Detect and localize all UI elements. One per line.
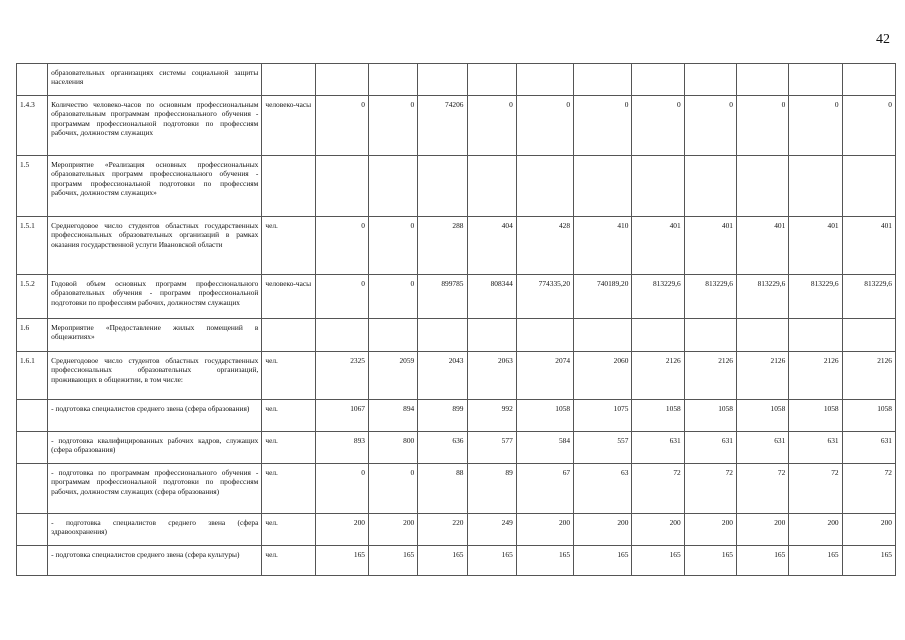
row-description-cell: Мероприятие «Реализация основных профессиональных образовательных программ профессионального обучения - программ профессиональной подготовки по профессиям рабочих, должностям служащих» — [48, 156, 262, 217]
table-row — [17, 514, 896, 546]
row-value-cell: 72 — [684, 464, 736, 514]
row-value-cell — [789, 64, 842, 96]
row-value-cell: 0 — [368, 275, 417, 319]
row-value-cell: 631 — [632, 432, 684, 464]
row-value-cell — [684, 64, 736, 96]
table-row — [17, 400, 896, 432]
row-value-cell — [467, 319, 516, 352]
row-value-cell: 1067 — [315, 400, 368, 432]
row-value-cell — [842, 156, 895, 217]
row-value-cell: 67 — [516, 464, 573, 514]
row-unit-cell: чел. — [262, 400, 315, 432]
row-value-cell: 800 — [368, 432, 417, 464]
row-value-cell — [467, 156, 516, 217]
row-value-cell: 401 — [789, 217, 842, 275]
row-value-cell: 165 — [632, 546, 684, 576]
row-value-cell: 428 — [516, 217, 573, 275]
row-unit-cell: чел. — [262, 432, 315, 464]
row-value-cell: 0 — [516, 96, 573, 156]
row-description-cell: - подготовка специалистов среднего звена (сфера культуры) — [48, 546, 262, 576]
row-code-cell: 1.5.1 — [17, 217, 48, 275]
row-value-cell — [632, 64, 684, 96]
row-value-cell: 165 — [737, 546, 789, 576]
row-value-cell: 200 — [737, 514, 789, 546]
row-unit-cell: чел. — [262, 464, 315, 514]
row-value-cell — [842, 319, 895, 352]
row-value-cell: 63 — [574, 464, 632, 514]
table-row — [17, 275, 896, 319]
row-value-cell — [574, 319, 632, 352]
row-value-cell: 774335,20 — [516, 275, 573, 319]
row-value-cell: 88 — [418, 464, 467, 514]
row-value-cell: 894 — [368, 400, 417, 432]
row-value-cell: 631 — [684, 432, 736, 464]
row-unit-cell: чел. — [262, 352, 315, 400]
row-value-cell: 631 — [737, 432, 789, 464]
row-value-cell: 200 — [842, 514, 895, 546]
row-value-cell — [368, 319, 417, 352]
row-value-cell — [516, 64, 573, 96]
row-value-cell: 72 — [632, 464, 684, 514]
row-value-cell: 0 — [632, 96, 684, 156]
row-value-cell — [368, 64, 417, 96]
row-value-cell: 899785 — [418, 275, 467, 319]
row-description-cell: Среднегодовое число студентов областных государственных профессиональных образовательных организаций в рамках оказания государственной услуги Ивановской области — [48, 217, 262, 275]
row-code-cell — [17, 64, 48, 96]
row-value-cell — [467, 64, 516, 96]
row-value-cell: 631 — [789, 432, 842, 464]
row-value-cell — [516, 319, 573, 352]
row-value-cell — [418, 156, 467, 217]
row-value-cell — [632, 156, 684, 217]
row-value-cell: 404 — [467, 217, 516, 275]
row-value-cell: 72 — [842, 464, 895, 514]
row-value-cell: 74206 — [418, 96, 467, 156]
row-value-cell: 165 — [418, 546, 467, 576]
row-value-cell: 2060 — [574, 352, 632, 400]
row-value-cell: 0 — [315, 217, 368, 275]
row-code-cell — [17, 432, 48, 464]
row-value-cell: 1058 — [842, 400, 895, 432]
row-value-cell — [315, 156, 368, 217]
table-row — [17, 217, 896, 275]
row-code-cell: 1.6.1 — [17, 352, 48, 400]
row-value-cell: 200 — [368, 514, 417, 546]
row-value-cell: 2043 — [418, 352, 467, 400]
row-value-cell: 401 — [632, 217, 684, 275]
row-value-cell: 220 — [418, 514, 467, 546]
row-value-cell: 200 — [684, 514, 736, 546]
row-code-cell — [17, 464, 48, 514]
row-value-cell — [632, 319, 684, 352]
row-value-cell — [842, 64, 895, 96]
row-value-cell: 401 — [737, 217, 789, 275]
row-value-cell: 636 — [418, 432, 467, 464]
row-value-cell — [737, 319, 789, 352]
row-value-cell: 893 — [315, 432, 368, 464]
row-value-cell: 89 — [467, 464, 516, 514]
row-unit-cell — [262, 156, 315, 217]
row-value-cell: 808344 — [467, 275, 516, 319]
row-value-cell — [315, 319, 368, 352]
row-code-cell — [17, 400, 48, 432]
row-value-cell — [574, 156, 632, 217]
row-value-cell: 72 — [737, 464, 789, 514]
row-value-cell: 0 — [842, 96, 895, 156]
row-value-cell: 165 — [574, 546, 632, 576]
row-value-cell: 2126 — [684, 352, 736, 400]
row-value-cell: 2059 — [368, 352, 417, 400]
row-description-cell: - подготовка по программам профессионального обучения - программам профессиональной подготовки по профессиям рабочих, должностям служащих (сфера образования) — [48, 464, 262, 514]
row-value-cell: 0 — [368, 217, 417, 275]
row-value-cell: 740189,20 — [574, 275, 632, 319]
row-value-cell: 1058 — [789, 400, 842, 432]
row-value-cell: 813229,6 — [684, 275, 736, 319]
row-value-cell: 200 — [516, 514, 573, 546]
row-value-cell: 401 — [684, 217, 736, 275]
row-value-cell: 2126 — [842, 352, 895, 400]
row-value-cell: 165 — [467, 546, 516, 576]
row-unit-cell — [262, 64, 315, 96]
table-row — [17, 319, 896, 352]
row-value-cell: 0 — [574, 96, 632, 156]
row-value-cell: 2325 — [315, 352, 368, 400]
row-description-cell: Среднегодовое число студентов областных государственных профессиональных образовательных организаций, проживающих в общежитии, в том числе: — [48, 352, 262, 400]
row-value-cell: 0 — [684, 96, 736, 156]
row-description-cell: Количество человеко-часов по основным профессиональным образовательным программам профессионального обучения - программам профессиональной подготовки по профессиям рабочих, должностям служащих — [48, 96, 262, 156]
row-value-cell: 813229,6 — [632, 275, 684, 319]
row-value-cell: 0 — [789, 96, 842, 156]
row-code-cell — [17, 546, 48, 576]
row-value-cell: 165 — [789, 546, 842, 576]
row-unit-cell: человеко-часы — [262, 96, 315, 156]
row-value-cell: 410 — [574, 217, 632, 275]
row-value-cell: 249 — [467, 514, 516, 546]
row-value-cell — [789, 156, 842, 217]
indicators-table — [16, 63, 896, 576]
row-code-cell: 1.6 — [17, 319, 48, 352]
row-value-cell: 2126 — [632, 352, 684, 400]
row-value-cell: 813229,6 — [737, 275, 789, 319]
row-value-cell: 577 — [467, 432, 516, 464]
row-value-cell: 899 — [418, 400, 467, 432]
row-value-cell — [315, 64, 368, 96]
row-value-cell: 992 — [467, 400, 516, 432]
row-unit-cell: чел. — [262, 546, 315, 576]
row-value-cell: 0 — [467, 96, 516, 156]
row-value-cell: 200 — [632, 514, 684, 546]
row-value-cell: 165 — [315, 546, 368, 576]
row-description-cell: - подготовка квалифицированных рабочих кадров, служащих (сфера образования) — [48, 432, 262, 464]
row-value-cell: 0 — [737, 96, 789, 156]
row-value-cell: 813229,6 — [789, 275, 842, 319]
row-value-cell: 1058 — [632, 400, 684, 432]
row-value-cell: 288 — [418, 217, 467, 275]
row-value-cell: 165 — [684, 546, 736, 576]
row-code-cell: 1.5.2 — [17, 275, 48, 319]
table-row — [17, 464, 896, 514]
row-value-cell: 72 — [789, 464, 842, 514]
row-value-cell — [684, 156, 736, 217]
row-value-cell — [574, 64, 632, 96]
row-value-cell: 401 — [842, 217, 895, 275]
row-value-cell: 200 — [574, 514, 632, 546]
row-description-cell: образовательных организациях системы социальной защиты населения — [48, 64, 262, 96]
row-value-cell — [789, 319, 842, 352]
row-value-cell: 200 — [315, 514, 368, 546]
row-value-cell: 0 — [368, 464, 417, 514]
row-unit-cell: чел. — [262, 514, 315, 546]
table-row — [17, 64, 896, 96]
row-value-cell: 2063 — [467, 352, 516, 400]
row-value-cell: 2126 — [737, 352, 789, 400]
row-description-cell: Годовой объем основных программ профессионального образовательных обучения - программ профессиональной подготовки по профессиям рабочих, должностям служащих — [48, 275, 262, 319]
row-value-cell — [684, 319, 736, 352]
row-value-cell: 1075 — [574, 400, 632, 432]
row-code-cell: 1.5 — [17, 156, 48, 217]
row-code-cell: 1.4.3 — [17, 96, 48, 156]
row-value-cell: 0 — [315, 275, 368, 319]
row-value-cell: 557 — [574, 432, 632, 464]
row-value-cell — [368, 156, 417, 217]
row-value-cell — [418, 319, 467, 352]
row-value-cell: 813229,6 — [842, 275, 895, 319]
table-row — [17, 546, 896, 576]
row-value-cell: 2074 — [516, 352, 573, 400]
row-value-cell — [737, 156, 789, 217]
table-row — [17, 432, 896, 464]
row-value-cell: 2126 — [789, 352, 842, 400]
row-value-cell: 165 — [368, 546, 417, 576]
row-value-cell: 584 — [516, 432, 573, 464]
row-value-cell — [737, 64, 789, 96]
row-value-cell: 0 — [368, 96, 417, 156]
page-number: 42 — [876, 32, 890, 47]
row-value-cell: 165 — [516, 546, 573, 576]
row-code-cell — [17, 514, 48, 546]
table-row — [17, 96, 896, 156]
row-value-cell: 0 — [315, 96, 368, 156]
table-row — [17, 156, 896, 217]
row-unit-cell — [262, 319, 315, 352]
row-value-cell: 200 — [789, 514, 842, 546]
row-description-cell: - подготовка специалистов среднего звена (сфера здравоохранения) — [48, 514, 262, 546]
table-row — [17, 352, 896, 400]
row-unit-cell: человеко-часы — [262, 275, 315, 319]
row-value-cell: 1058 — [516, 400, 573, 432]
row-value-cell: 1058 — [684, 400, 736, 432]
row-value-cell: 1058 — [737, 400, 789, 432]
row-unit-cell: чел. — [262, 217, 315, 275]
row-description-cell: Мероприятие «Предоставление жилых помещений в общежитиях» — [48, 319, 262, 352]
row-value-cell — [516, 156, 573, 217]
row-value-cell: 165 — [842, 546, 895, 576]
row-value-cell: 0 — [315, 464, 368, 514]
row-value-cell: 631 — [842, 432, 895, 464]
row-value-cell — [418, 64, 467, 96]
row-description-cell: - подготовка специалистов среднего звена (сфера образования) — [48, 400, 262, 432]
